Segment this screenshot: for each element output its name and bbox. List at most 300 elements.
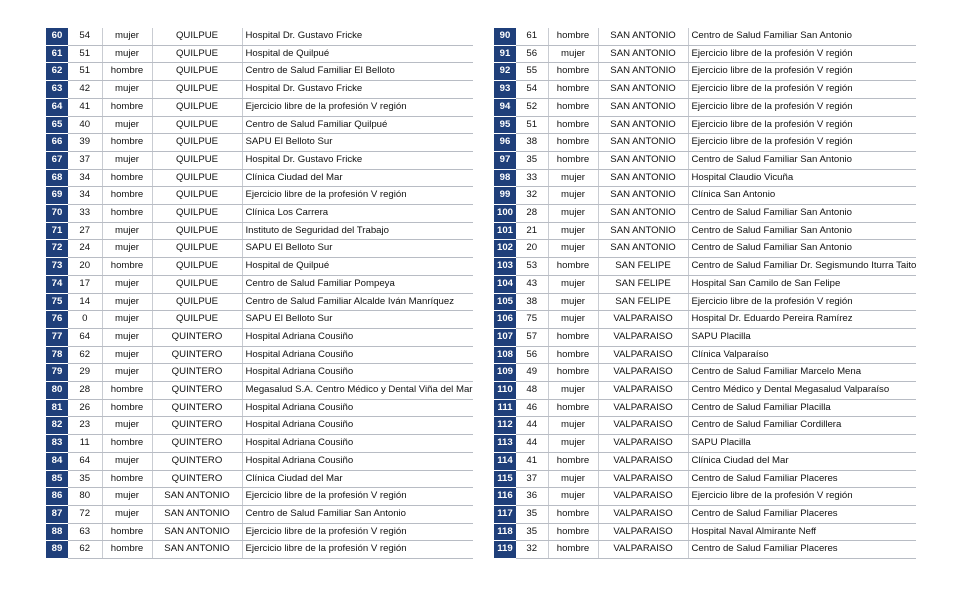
facility-cell: Centro Médico y Dental Megasalud Valparaíso xyxy=(688,382,916,400)
table-row xyxy=(46,346,473,364)
age-cell: 21 xyxy=(516,222,548,240)
age-cell: 56 xyxy=(516,45,548,63)
sex-cell: mujer xyxy=(102,240,152,258)
age-cell: 80 xyxy=(68,488,102,506)
facility-cell: Centro de Salud Familiar San Antonio xyxy=(688,205,916,223)
commune-cell: VALPARAISO xyxy=(598,523,688,541)
right-table-body xyxy=(494,28,916,559)
table-row xyxy=(46,45,473,63)
commune-cell: SAN ANTONIO xyxy=(598,45,688,63)
commune-cell: QUILPUE xyxy=(152,98,242,116)
sex-cell: hombre xyxy=(102,134,152,152)
table-row xyxy=(494,541,916,559)
sex-cell: hombre xyxy=(548,364,598,382)
commune-cell: SAN ANTONIO xyxy=(152,488,242,506)
age-cell: 24 xyxy=(68,240,102,258)
table-row xyxy=(494,311,916,329)
commune-cell: QUILPUE xyxy=(152,81,242,99)
table-row xyxy=(46,63,473,81)
table-row xyxy=(494,452,916,470)
row-number: 62 xyxy=(46,63,68,81)
commune-cell: QUINTERO xyxy=(152,346,242,364)
age-cell: 39 xyxy=(68,134,102,152)
row-number: 73 xyxy=(46,258,68,276)
commune-cell: SAN ANTONIO xyxy=(152,505,242,523)
table-row xyxy=(494,28,916,45)
right-table xyxy=(494,28,916,559)
commune-cell: VALPARAISO xyxy=(598,311,688,329)
sex-cell: hombre xyxy=(548,346,598,364)
age-cell: 32 xyxy=(516,541,548,559)
sex-cell: mujer xyxy=(548,169,598,187)
row-number: 64 xyxy=(46,98,68,116)
sex-cell: hombre xyxy=(548,328,598,346)
row-number: 91 xyxy=(494,45,516,63)
age-cell: 37 xyxy=(516,470,548,488)
row-number: 92 xyxy=(494,63,516,81)
commune-cell: QUINTERO xyxy=(152,364,242,382)
row-number: 119 xyxy=(494,541,516,559)
sex-cell: hombre xyxy=(548,63,598,81)
age-cell: 28 xyxy=(516,205,548,223)
row-number: 65 xyxy=(46,116,68,134)
age-cell: 56 xyxy=(516,346,548,364)
commune-cell: QUINTERO xyxy=(152,452,242,470)
age-cell: 35 xyxy=(516,505,548,523)
table-row xyxy=(46,541,473,559)
facility-cell: Centro de Salud Familiar Placilla xyxy=(688,399,916,417)
age-cell: 54 xyxy=(68,28,102,45)
row-number: 69 xyxy=(46,187,68,205)
age-cell: 52 xyxy=(516,98,548,116)
table-row xyxy=(494,134,916,152)
row-number: 106 xyxy=(494,311,516,329)
sex-cell: mujer xyxy=(102,417,152,435)
age-cell: 0 xyxy=(68,311,102,329)
sex-cell: hombre xyxy=(102,63,152,81)
facility-cell: Ejercicio libre de la profesión V región xyxy=(242,523,473,541)
commune-cell: QUILPUE xyxy=(152,45,242,63)
age-cell: 43 xyxy=(516,275,548,293)
commune-cell: VALPARAISO xyxy=(598,541,688,559)
age-cell: 62 xyxy=(68,346,102,364)
commune-cell: SAN ANTONIO xyxy=(598,187,688,205)
commune-cell: SAN ANTONIO xyxy=(598,151,688,169)
row-number: 114 xyxy=(494,452,516,470)
sex-cell: mujer xyxy=(102,505,152,523)
sex-cell: mujer xyxy=(102,293,152,311)
facility-cell: Centro de Salud Familiar Quilpué xyxy=(242,116,473,134)
facility-cell: Hospital Dr. Gustavo Fricke xyxy=(242,28,473,45)
commune-cell: SAN ANTONIO xyxy=(598,222,688,240)
sex-cell: mujer xyxy=(548,311,598,329)
row-number: 71 xyxy=(46,222,68,240)
table-row xyxy=(46,293,473,311)
commune-cell: SAN ANTONIO xyxy=(152,523,242,541)
row-number: 66 xyxy=(46,134,68,152)
sex-cell: hombre xyxy=(102,382,152,400)
sex-cell: mujer xyxy=(548,293,598,311)
commune-cell: VALPARAISO xyxy=(598,364,688,382)
age-cell: 49 xyxy=(516,364,548,382)
facility-cell: Centro de Salud Familiar El Belloto xyxy=(242,63,473,81)
commune-cell: QUILPUE xyxy=(152,187,242,205)
row-number: 60 xyxy=(46,28,68,45)
facility-cell: Ejercicio libre de la profesión V región xyxy=(688,134,916,152)
table-row xyxy=(46,382,473,400)
row-number: 111 xyxy=(494,399,516,417)
sex-cell: mujer xyxy=(102,28,152,45)
table-row xyxy=(46,452,473,470)
row-number: 63 xyxy=(46,81,68,99)
sex-cell: hombre xyxy=(548,523,598,541)
table-row xyxy=(494,151,916,169)
row-number: 102 xyxy=(494,240,516,258)
age-cell: 20 xyxy=(516,240,548,258)
table-row xyxy=(494,205,916,223)
row-number: 108 xyxy=(494,346,516,364)
age-cell: 57 xyxy=(516,328,548,346)
table-row xyxy=(494,240,916,258)
facility-cell: Ejercicio libre de la profesión V región xyxy=(688,81,916,99)
commune-cell: VALPARAISO xyxy=(598,417,688,435)
row-number: 97 xyxy=(494,151,516,169)
facility-cell: Ejercicio libre de la profesión V región xyxy=(688,116,916,134)
table-row xyxy=(46,222,473,240)
table-row xyxy=(494,258,916,276)
table-row xyxy=(494,328,916,346)
commune-cell: VALPARAISO xyxy=(598,382,688,400)
age-cell: 34 xyxy=(68,169,102,187)
table-row xyxy=(494,417,916,435)
facility-cell: Hospital Naval Almirante Neff xyxy=(688,523,916,541)
sex-cell: mujer xyxy=(102,81,152,99)
table-row xyxy=(494,169,916,187)
row-number: 76 xyxy=(46,311,68,329)
sex-cell: mujer xyxy=(102,346,152,364)
age-cell: 11 xyxy=(68,435,102,453)
commune-cell: QUILPUE xyxy=(152,311,242,329)
facility-cell: Megasalud S.A. Centro Médico y Dental Viña del Mar xyxy=(242,382,473,400)
sex-cell: mujer xyxy=(102,328,152,346)
facility-cell: Ejercicio libre de la profesión V región xyxy=(688,293,916,311)
facility-cell: Clínica Ciudad del Mar xyxy=(242,470,473,488)
commune-cell: SAN ANTONIO xyxy=(598,28,688,45)
age-cell: 42 xyxy=(68,81,102,99)
commune-cell: SAN FELIPE xyxy=(598,293,688,311)
sex-cell: mujer xyxy=(102,364,152,382)
facility-cell: Ejercicio libre de la profesión V región xyxy=(242,98,473,116)
table-row xyxy=(46,275,473,293)
table-row xyxy=(494,523,916,541)
row-number: 103 xyxy=(494,258,516,276)
sex-cell: hombre xyxy=(102,470,152,488)
facility-cell: Clínica San Antonio xyxy=(688,187,916,205)
table-row xyxy=(494,382,916,400)
row-number: 94 xyxy=(494,98,516,116)
age-cell: 28 xyxy=(68,382,102,400)
age-cell: 48 xyxy=(516,382,548,400)
table-row xyxy=(494,98,916,116)
age-cell: 35 xyxy=(516,151,548,169)
age-cell: 64 xyxy=(68,328,102,346)
table-row xyxy=(46,505,473,523)
facility-cell: Hospital Adriana Cousiño xyxy=(242,399,473,417)
facility-cell: Hospital Dr. Gustavo Fricke xyxy=(242,151,473,169)
facility-cell: Clínica Ciudad del Mar xyxy=(688,452,916,470)
commune-cell: QUILPUE xyxy=(152,169,242,187)
facility-cell: Hospital de Quilpué xyxy=(242,45,473,63)
row-number: 75 xyxy=(46,293,68,311)
age-cell: 55 xyxy=(516,63,548,81)
facility-cell: Centro de Salud Familiar San Antonio xyxy=(688,28,916,45)
table-row xyxy=(494,222,916,240)
sex-cell: hombre xyxy=(548,151,598,169)
sex-cell: hombre xyxy=(102,205,152,223)
commune-cell: QUILPUE xyxy=(152,293,242,311)
row-number: 113 xyxy=(494,435,516,453)
commune-cell: QUILPUE xyxy=(152,151,242,169)
commune-cell: SAN ANTONIO xyxy=(152,541,242,559)
sex-cell: mujer xyxy=(102,488,152,506)
table-row xyxy=(46,399,473,417)
age-cell: 23 xyxy=(68,417,102,435)
commune-cell: VALPARAISO xyxy=(598,346,688,364)
facility-cell: Hospital Adriana Cousiño xyxy=(242,346,473,364)
table-row xyxy=(46,116,473,134)
table-row xyxy=(46,435,473,453)
age-cell: 72 xyxy=(68,505,102,523)
row-number: 82 xyxy=(46,417,68,435)
facility-cell: Hospital Adriana Cousiño xyxy=(242,435,473,453)
row-number: 74 xyxy=(46,275,68,293)
table-row xyxy=(494,364,916,382)
age-cell: 38 xyxy=(516,293,548,311)
commune-cell: VALPARAISO xyxy=(598,452,688,470)
age-cell: 75 xyxy=(516,311,548,329)
age-cell: 46 xyxy=(516,399,548,417)
sex-cell: hombre xyxy=(102,258,152,276)
commune-cell: SAN FELIPE xyxy=(598,275,688,293)
sex-cell: mujer xyxy=(548,45,598,63)
sex-cell: hombre xyxy=(548,452,598,470)
facility-cell: Ejercicio libre de la profesión V región xyxy=(688,45,916,63)
commune-cell: QUILPUE xyxy=(152,63,242,81)
commune-cell: QUILPUE xyxy=(152,240,242,258)
table-row xyxy=(494,346,916,364)
facility-cell: Hospital Adriana Cousiño xyxy=(242,417,473,435)
sex-cell: mujer xyxy=(548,435,598,453)
sex-cell: hombre xyxy=(102,187,152,205)
age-cell: 14 xyxy=(68,293,102,311)
commune-cell: SAN ANTONIO xyxy=(598,63,688,81)
table-row xyxy=(494,470,916,488)
age-cell: 32 xyxy=(516,187,548,205)
facility-cell: Ejercicio libre de la profesión V región xyxy=(688,98,916,116)
sex-cell: mujer xyxy=(102,45,152,63)
sex-cell: hombre xyxy=(548,541,598,559)
facility-cell: Centro de Salud Familiar Pompeya xyxy=(242,275,473,293)
sex-cell: hombre xyxy=(548,505,598,523)
row-number: 88 xyxy=(46,523,68,541)
row-number: 61 xyxy=(46,45,68,63)
row-number: 81 xyxy=(46,399,68,417)
age-cell: 36 xyxy=(516,488,548,506)
age-cell: 44 xyxy=(516,435,548,453)
row-number: 110 xyxy=(494,382,516,400)
age-cell: 38 xyxy=(516,134,548,152)
facility-cell: Centro de Salud Familiar San Antonio xyxy=(688,222,916,240)
sex-cell: hombre xyxy=(548,258,598,276)
row-number: 89 xyxy=(46,541,68,559)
row-number: 105 xyxy=(494,293,516,311)
table-row xyxy=(46,187,473,205)
sex-cell: hombre xyxy=(548,81,598,99)
age-cell: 17 xyxy=(68,275,102,293)
sex-cell: hombre xyxy=(102,523,152,541)
age-cell: 64 xyxy=(68,452,102,470)
age-cell: 33 xyxy=(68,205,102,223)
commune-cell: QUILPUE xyxy=(152,134,242,152)
facility-cell: Clínica Valparaíso xyxy=(688,346,916,364)
row-number: 117 xyxy=(494,505,516,523)
commune-cell: QUINTERO xyxy=(152,417,242,435)
table-row xyxy=(494,275,916,293)
table-row xyxy=(494,63,916,81)
facility-cell: SAPU El Belloto Sur xyxy=(242,311,473,329)
row-number: 68 xyxy=(46,169,68,187)
facility-cell: Ejercicio libre de la profesión V región xyxy=(242,488,473,506)
sex-cell: mujer xyxy=(102,116,152,134)
row-number: 98 xyxy=(494,169,516,187)
row-number: 80 xyxy=(46,382,68,400)
facility-cell: Centro de Salud Familiar Marcelo Mena xyxy=(688,364,916,382)
row-number: 107 xyxy=(494,328,516,346)
commune-cell: SAN ANTONIO xyxy=(598,169,688,187)
sex-cell: hombre xyxy=(548,98,598,116)
facility-cell: SAPU El Belloto Sur xyxy=(242,240,473,258)
sex-cell: mujer xyxy=(548,222,598,240)
row-number: 85 xyxy=(46,470,68,488)
commune-cell: VALPARAISO xyxy=(598,470,688,488)
row-number: 70 xyxy=(46,205,68,223)
sex-cell: hombre xyxy=(548,116,598,134)
table-row xyxy=(46,488,473,506)
commune-cell: QUILPUE xyxy=(152,275,242,293)
sex-cell: mujer xyxy=(548,470,598,488)
row-number: 90 xyxy=(494,28,516,45)
facility-cell: Ejercicio libre de la profesión V región xyxy=(688,63,916,81)
facility-cell: Clínica Los Carrera xyxy=(242,205,473,223)
facility-cell: Centro de Salud Familiar Dr. Segismundo Iturra Taito xyxy=(688,258,916,276)
sex-cell: hombre xyxy=(548,134,598,152)
sex-cell: mujer xyxy=(102,311,152,329)
facility-cell: Centro de Salud Familiar San Antonio xyxy=(688,240,916,258)
facility-cell: Centro de Salud Familiar Placeres xyxy=(688,470,916,488)
commune-cell: SAN ANTONIO xyxy=(598,98,688,116)
facility-cell: Centro de Salud Familiar Alcalde Iván Manríquez xyxy=(242,293,473,311)
row-number: 67 xyxy=(46,151,68,169)
sex-cell: mujer xyxy=(548,488,598,506)
age-cell: 37 xyxy=(68,151,102,169)
table-row xyxy=(46,240,473,258)
commune-cell: SAN ANTONIO xyxy=(598,116,688,134)
facility-cell: SAPU Placilla xyxy=(688,435,916,453)
facility-cell: Centro de Salud Familiar Placeres xyxy=(688,541,916,559)
age-cell: 62 xyxy=(68,541,102,559)
facility-cell: Centro de Salud Familiar San Antonio xyxy=(242,505,473,523)
table-row xyxy=(494,45,916,63)
age-cell: 40 xyxy=(68,116,102,134)
table-row xyxy=(46,311,473,329)
table-row xyxy=(494,399,916,417)
age-cell: 41 xyxy=(516,452,548,470)
facility-cell: Ejercicio libre de la profesión V región xyxy=(688,488,916,506)
commune-cell: SAN FELIPE xyxy=(598,258,688,276)
facility-cell: Clínica Ciudad del Mar xyxy=(242,169,473,187)
age-cell: 20 xyxy=(68,258,102,276)
sex-cell: mujer xyxy=(548,205,598,223)
age-cell: 29 xyxy=(68,364,102,382)
table-row xyxy=(494,488,916,506)
age-cell: 51 xyxy=(68,63,102,81)
row-number: 78 xyxy=(46,346,68,364)
left-table xyxy=(46,28,473,559)
facility-cell: Hospital San Camilo de San Felipe xyxy=(688,275,916,293)
table-row xyxy=(46,98,473,116)
sex-cell: mujer xyxy=(102,275,152,293)
row-number: 84 xyxy=(46,452,68,470)
facility-cell: Centro de Salud Familiar San Antonio xyxy=(688,151,916,169)
row-number: 104 xyxy=(494,275,516,293)
row-number: 72 xyxy=(46,240,68,258)
sex-cell: mujer xyxy=(102,151,152,169)
row-number: 100 xyxy=(494,205,516,223)
row-number: 79 xyxy=(46,364,68,382)
age-cell: 51 xyxy=(68,45,102,63)
commune-cell: VALPARAISO xyxy=(598,399,688,417)
age-cell: 35 xyxy=(516,523,548,541)
age-cell: 53 xyxy=(516,258,548,276)
age-cell: 54 xyxy=(516,81,548,99)
table-row xyxy=(494,81,916,99)
table-row xyxy=(494,505,916,523)
age-cell: 34 xyxy=(68,187,102,205)
facility-cell: Hospital Dr. Gustavo Fricke xyxy=(242,81,473,99)
facility-cell: Hospital Claudio Vicuña xyxy=(688,169,916,187)
table-row xyxy=(46,151,473,169)
commune-cell: QUINTERO xyxy=(152,328,242,346)
facility-cell: Hospital Adriana Cousiño xyxy=(242,452,473,470)
sex-cell: mujer xyxy=(548,382,598,400)
commune-cell: QUILPUE xyxy=(152,258,242,276)
row-number: 115 xyxy=(494,470,516,488)
facility-cell: Hospital Adriana Cousiño xyxy=(242,364,473,382)
facility-cell: Ejercicio libre de la profesión V región xyxy=(242,187,473,205)
facility-cell: Hospital de Quilpué xyxy=(242,258,473,276)
commune-cell: QUILPUE xyxy=(152,222,242,240)
table-row xyxy=(46,364,473,382)
commune-cell: QUILPUE xyxy=(152,116,242,134)
commune-cell: VALPARAISO xyxy=(598,488,688,506)
sex-cell: hombre xyxy=(102,435,152,453)
commune-cell: QUILPUE xyxy=(152,205,242,223)
table-row xyxy=(46,258,473,276)
age-cell: 33 xyxy=(516,169,548,187)
sex-cell: hombre xyxy=(102,169,152,187)
age-cell: 51 xyxy=(516,116,548,134)
facility-cell: Centro de Salud Familiar Cordillera xyxy=(688,417,916,435)
